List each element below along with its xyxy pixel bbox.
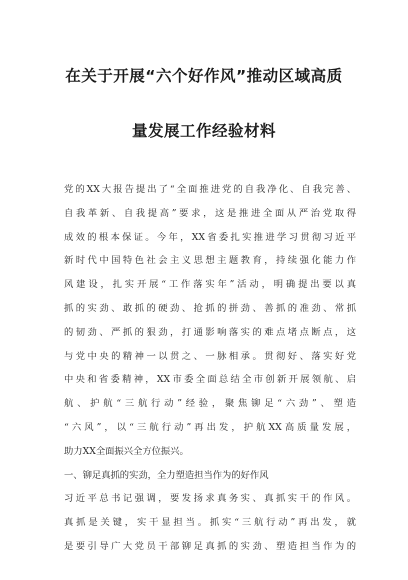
body-line: 新时代中国特色社会主义思想主题教育，持续强化能力作 [64, 255, 356, 267]
body-line: 成效的根本保证。今年，XX省委扎实推进学习贯彻习近平 [64, 231, 356, 243]
body-line: 抓的实劲、敢抓的硬劲、抢抓的拼劲、善抓的准劲、常抓 [64, 302, 356, 314]
body-line: 风建设，扎实开展“工作落实年”活动，明确提出要以真 [64, 279, 356, 291]
body-line: 中央和省委精神，XX市委全面总结全市创新开展领航、启 [64, 374, 356, 386]
body-line: 航、护航“三航行动”经验，聚焦铆足“六劲”、塑造 [64, 398, 356, 410]
body-line: 真抓是关键，实干显担当。抓实“三航行动”再出发，就 [64, 517, 356, 529]
section-heading: 一、铆足真抓的实劲，全力塑造担当作为的好作风 [64, 469, 269, 481]
document-body [64, 178, 356, 559]
document-title-line-1: 在关于开展“六个好作风”推动区域高质 [65, 67, 343, 85]
body-line: 是要引导广大党员干部铆足真抓的实劲、塑造担当作为的 [64, 540, 356, 552]
body-line: 与党中央的精神一以贯之、一脉相承。贯彻好、落实好党 [64, 350, 356, 362]
body-line: 助力XX全面振兴全方位振兴。 [64, 445, 189, 457]
body-line: 习近平总书记强调，要发扬求真务实、真抓实干的作风。 [64, 493, 356, 505]
body-line: 自我革新、自我提高”要求，这是推进全面从严治党取得 [64, 207, 356, 219]
document-title-line-2: 量发展工作经验材料 [131, 122, 276, 140]
body-line: 党的XX大报告提出了“全面推进党的自我净化、自我完善、 [64, 184, 356, 195]
body-line: “六风”，以“三航行动”再出发，护航XX高质量发展， [64, 421, 356, 433]
body-line: 的韧劲、严抓的狠劲，打通影响落实的难点堵点断点，这 [64, 326, 356, 338]
